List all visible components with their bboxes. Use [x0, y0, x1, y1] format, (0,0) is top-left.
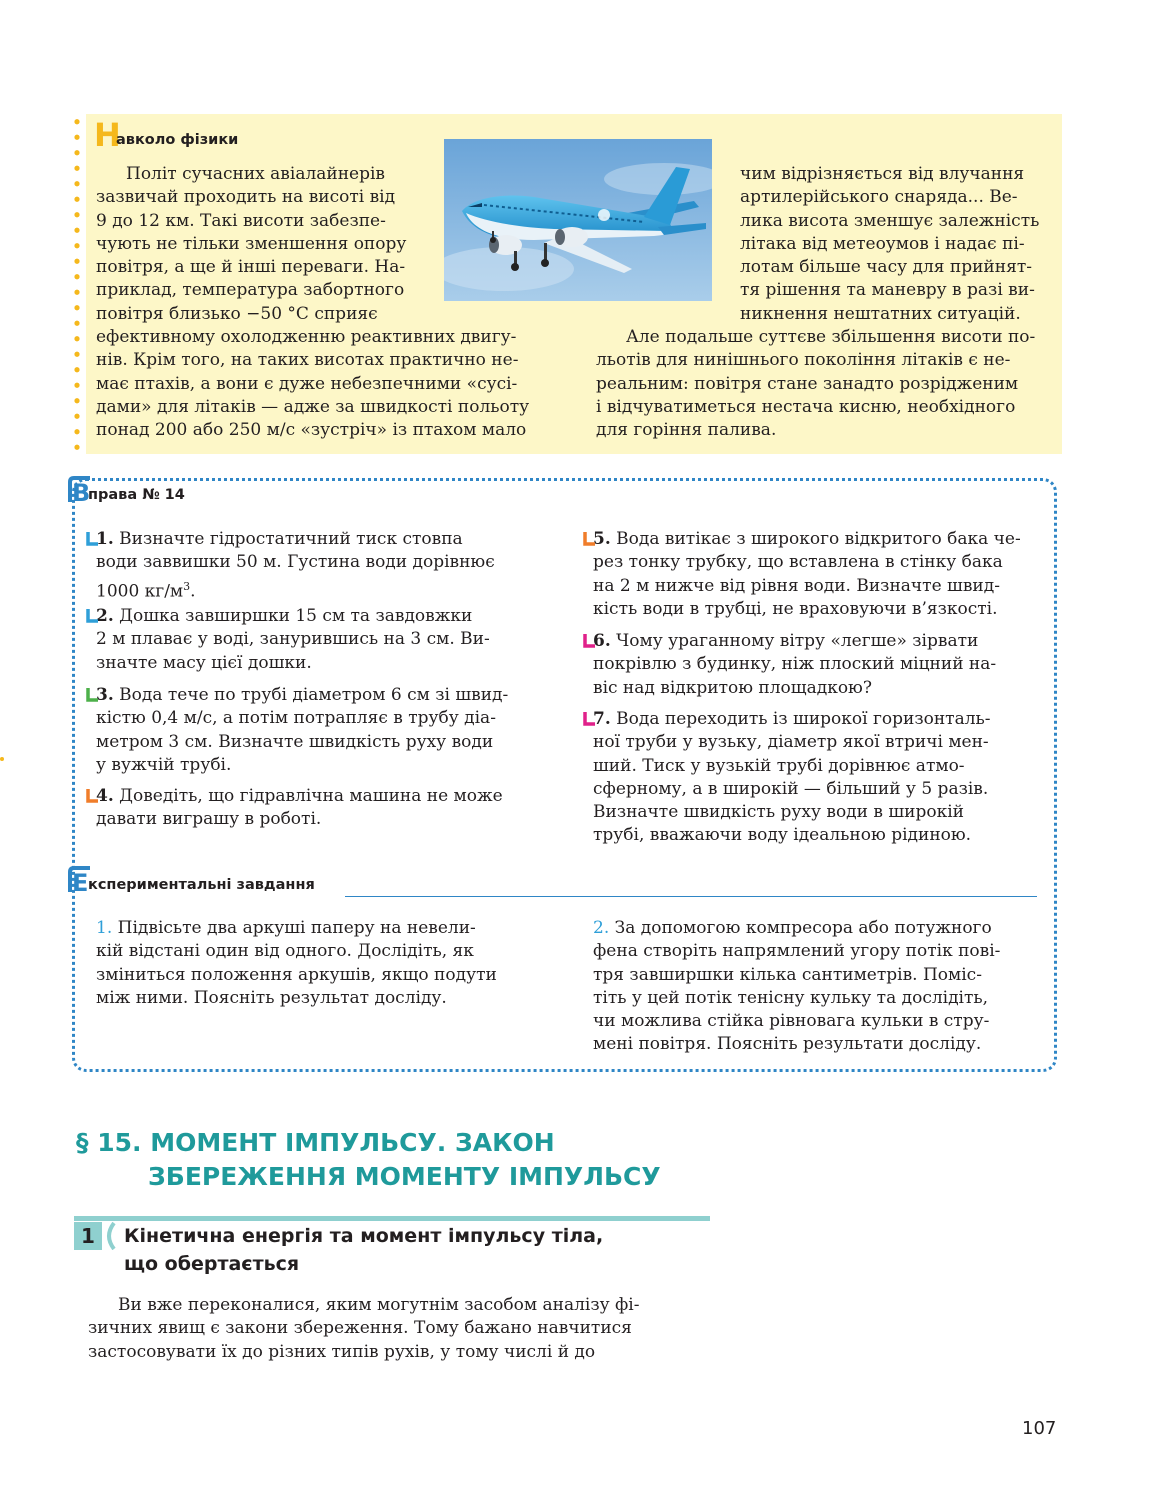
text-line: чим відрізняється від влучання	[740, 164, 1025, 184]
exercise-task-4	[96, 785, 542, 832]
heading-rule	[345, 896, 1037, 897]
text-line: і відчуватиметься нестача кисню, необхідного	[596, 396, 1016, 417]
text-line: кій відстані один від одного. Дослідіть, як	[96, 941, 474, 962]
page-number: 107	[1022, 1418, 1057, 1439]
text-line: сферному, а в широкій — більший у 5 разів.	[593, 778, 989, 799]
exercise-task-5	[593, 528, 1037, 621]
text-line: чують не тільки зменшення опору	[96, 233, 407, 254]
text-line: Чому ураганному вітру «легше» зірвати	[616, 631, 979, 651]
task-number: 2.	[96, 606, 114, 626]
text-line: Політ сучасних авіалайнерів	[126, 164, 386, 184]
task-number: 2.	[593, 918, 610, 938]
text-line: повітря близько −50 °С сприяє	[96, 303, 378, 324]
exercise-task-3	[96, 684, 542, 777]
text-line: води заввишки 50 м. Густина води дорівнює	[96, 552, 495, 573]
text-line: має птахів, а вони є дуже небезпечними «сусі-	[96, 373, 518, 394]
text-line: у вужчій трубі.	[96, 754, 232, 775]
margin-dot	[0, 757, 4, 761]
task-number: 1.	[96, 918, 113, 938]
level-mark-icon	[86, 532, 98, 546]
task-number: 3.	[96, 685, 114, 705]
text-line: зичних явищ є закони збереження. Тому бажано навчитися	[88, 1318, 632, 1339]
text-line: повітря, а ще й інші переваги. На-	[96, 257, 406, 278]
text-line: давати виграшу в роботі.	[96, 809, 322, 830]
subsection-title-line-1: Кінетична енергія та момент імпульсу тіла,	[124, 1225, 604, 1247]
task-number: 5.	[593, 529, 611, 549]
text-line: фена створіть напрямлений угору потік пові-	[593, 941, 1001, 962]
airplane-photo	[444, 139, 712, 301]
text-line: кістю 0,4 м/с, а потім потрапляє в трубу діа-	[96, 708, 496, 729]
heading-text: права № 14	[88, 487, 185, 503]
text-line: Але подальше суттєве збільшення висоти по-	[626, 327, 1036, 347]
text-line: Доведіть, що гідравлічна машина не може	[119, 786, 503, 806]
exercise-task-7	[593, 708, 1037, 848]
text-line: приклад, температура забортного	[96, 280, 405, 301]
text-line: лика висота зменшує залежність	[740, 210, 1040, 231]
subsection-title-line-2: що обертається	[124, 1253, 300, 1275]
text-line: Вода витікає з широкого відкритого бака че-	[616, 529, 1021, 549]
heading-initial: Н	[94, 116, 121, 154]
text-line: літака від метеоумов і надає пі-	[740, 233, 1025, 254]
text-line: тя рішення та маневру в разі ви-	[740, 280, 1035, 301]
heading-initial: Е	[72, 869, 89, 897]
text-line: застосовувати їх до різних типів рухів, у тому числі й до	[88, 1341, 596, 1362]
text-line: дами» для літаків — адже за швидкості польоту	[96, 396, 530, 417]
around-text-right-bottom	[596, 326, 1043, 442]
text-line: Підвісьте два аркуші паперу на невели-	[117, 918, 476, 938]
experimental-task-1	[96, 917, 542, 1010]
text-line: 9 до 12 км. Такі висоти забезпе-	[96, 210, 386, 231]
text-line: артилерійського снаряда... Ве-	[740, 187, 1018, 208]
text-line: Визначте гідростатичний тиск стовпа	[119, 529, 463, 549]
text-line: нів. Крім того, на таких висотах практично не-	[96, 350, 519, 371]
paragraph-title	[76, 1126, 661, 1194]
text-line: на 2 м нижче від рівня води. Визначте швид-	[593, 575, 1000, 596]
text-line: трубі, вважаючи воду ідеальною рідиною.	[593, 825, 972, 846]
level-mark-icon	[86, 688, 98, 702]
text-line: За допомогою компресора або потужного	[614, 918, 992, 938]
exercise-task-1	[96, 528, 542, 604]
exercise-task-6	[593, 630, 1037, 700]
text-line: між ними. Поясніть результат досліду.	[96, 987, 447, 1008]
text-line: понад 200 або 250 м/с «зустріч» із птахом мало	[96, 420, 527, 441]
title-line-2: ЗБЕРЕЖЕННЯ МОМЕНТУ ІМПУЛЬСУ	[148, 1162, 661, 1191]
task-number: 1.	[96, 529, 114, 549]
level-mark-icon	[583, 532, 595, 546]
text-line: ефективному охолодженню реактивних двигу-	[96, 327, 517, 347]
text-line: значте масу цієї дошки.	[96, 652, 312, 673]
level-mark-icon	[86, 609, 98, 623]
title-line-1: § 15. МОМЕНТ ІМПУЛЬСУ. ЗАКОН	[76, 1128, 555, 1157]
subsection-bar	[74, 1216, 710, 1221]
level-mark-icon	[86, 789, 98, 803]
text-line: Ви вже переконалися, яким могутнім засобом аналізу фі-	[118, 1295, 640, 1315]
text-line: лотам більше часу для прийнят-	[740, 257, 1032, 278]
text-line: для горіння палива.	[596, 420, 777, 441]
text-line: ної труби у вузьку, діаметр якої втричі мен-	[593, 732, 989, 753]
text-line: рез тонку трубку, що вставлена в стінку бака	[593, 552, 1003, 573]
text-line: чи можлива стійка рівновага кульки в стру-	[593, 1011, 990, 1032]
text-line: 1000 кг/м	[96, 581, 184, 602]
text-line: тря завширшки кілька сантиметрів. Поміс-	[593, 964, 982, 985]
text-line: ший. Тиск у вузькій трубі дорівнює атмо-	[593, 755, 965, 776]
heading-initial: В	[72, 479, 91, 507]
text-line: мені повітря. Поясніть результати досліду.	[593, 1034, 982, 1055]
text-line: Дошка завширшки 15 см та завдовжки	[119, 606, 473, 626]
subsection-title	[124, 1222, 603, 1278]
task-number: 4.	[96, 786, 114, 806]
text-line: кість води в трубці, не враховуючи в’язкості.	[593, 598, 998, 619]
text-line: метром 3 см. Визначте швидкість руху води	[96, 731, 494, 752]
text-line: реальним: повітря стане занадто розрідженим	[596, 373, 1019, 394]
around-text-left-top	[96, 163, 416, 326]
subsection-number: 1	[74, 1222, 102, 1250]
heading-text: авколо фізики	[116, 132, 239, 148]
paragraph-body	[88, 1294, 708, 1364]
text-line: Визначте швидкість руху води в широкій	[593, 802, 964, 823]
level-mark-icon	[583, 634, 595, 648]
around-text-right-top	[740, 163, 1043, 326]
text-line: Вода переходить із широкої горизонталь-	[616, 709, 991, 729]
text-line: зміниться положення аркушів, якщо подути	[96, 964, 497, 985]
text-line: покрівлю з будинку, ніж плоский міцний на-	[593, 654, 997, 675]
superscript: 3	[183, 579, 191, 593]
experimental-task-2	[593, 917, 1037, 1057]
dotted-border-yellow	[73, 114, 81, 450]
exercise-task-2	[96, 605, 542, 675]
text-line: 2 м плаває у воді, занурившись на 3 см. Ви-	[96, 629, 490, 650]
subsection-bracket-icon	[102, 1222, 116, 1250]
text-line: .	[190, 581, 196, 602]
task-number: 6.	[593, 631, 611, 651]
text-line: тіть у цей потік тенісну кульку та дослідіть,	[593, 987, 989, 1008]
text-line: никнення нештатних ситуацій.	[740, 303, 1021, 324]
heading-text: кспериментальні завдання	[88, 877, 315, 893]
text-line: зазвичай проходить на висоті від	[96, 187, 396, 208]
text-line: Вода тече по трубі діаметром 6 см зі швид-	[119, 685, 509, 705]
text-line: льотів для нинішнього покоління літаків є не-	[596, 350, 1011, 371]
level-mark-icon	[583, 712, 595, 726]
task-number: 7.	[593, 709, 611, 729]
around-text-left-bottom	[96, 326, 540, 442]
text-line: віс над відкритою площадкою?	[593, 677, 872, 698]
